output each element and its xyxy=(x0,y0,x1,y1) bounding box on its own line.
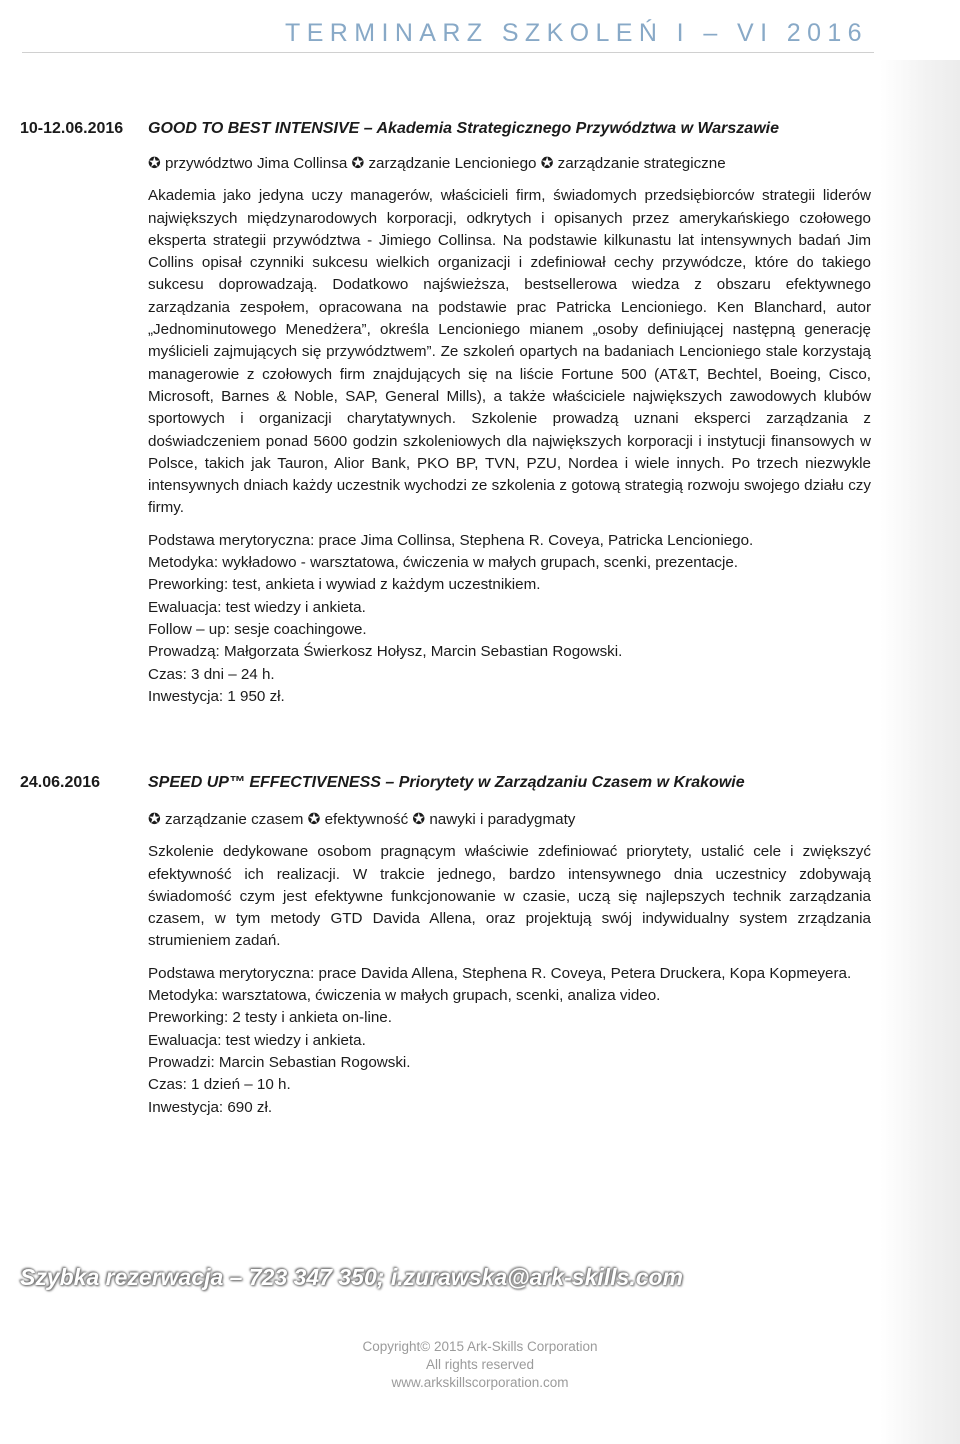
event-details xyxy=(148,963,871,1119)
page-title: TERMINARZ SZKOLEŃ I – VI 2016 xyxy=(285,18,868,47)
event-title: GOOD TO BEST INTENSIVE – Akademia Strategicznego Przywództwa w Warszawie xyxy=(148,120,779,137)
event-tag: ✪ zarządzanie strategiczne xyxy=(541,155,726,172)
event-detail-price: Inwestycja: 690 zł. xyxy=(148,1098,273,1116)
event-detail-price: Inwestycja: 1 950 zł. xyxy=(148,687,285,705)
event-tags xyxy=(148,809,871,831)
event-detail-method: Metodyka: wykładowo - warsztatowa, ćwiczenia w małych grupach, scenki, prezentacje. xyxy=(148,554,739,572)
event-date: 10-12.06.2016 xyxy=(20,120,124,137)
event-details xyxy=(148,530,871,708)
event-detail-basis: Podstawa merytoryczna: prace Davida Allena, Stephena R. Coveya, Petera Druckera, Kopa Kopmeyera. xyxy=(148,964,852,982)
footer xyxy=(0,1338,960,1392)
event-tags xyxy=(148,153,871,175)
event-detail-preworking: Preworking: 2 testy i ankieta on-line. xyxy=(148,1009,392,1027)
event-detail-preworking: Preworking: test, ankieta i wywiad z każdym uczestnikiem. xyxy=(148,576,541,594)
event-date: 24.06.2016 xyxy=(20,774,101,791)
event-tag: ✪ nawyki i paradygmaty xyxy=(412,811,575,828)
event-detail-evaluation: Ewaluacja: test wiedzy i ankieta. xyxy=(148,1031,366,1049)
event-body xyxy=(148,153,871,708)
event-tag: ✪ przywództwo Jima Collinsa xyxy=(148,155,347,172)
event-tag: ✪ efektywność xyxy=(308,811,409,828)
footer-website-link[interactable]: www.arkskillscorporation.com xyxy=(391,1375,569,1390)
title-divider xyxy=(22,52,874,53)
background-shape xyxy=(880,60,960,1444)
event-detail-method: Metodyka: warsztatowa, ćwiczenia w małych grupach, scenki, analiza video. xyxy=(148,987,661,1005)
event-detail-basis: Podstawa merytoryczna: prace Jima Collinsa, Stephena R. Coveya, Patricka Lencioniego. xyxy=(148,531,754,549)
event-tag: ✪ zarządzanie Lencioniego xyxy=(352,155,537,172)
footer-copyright: Copyright© 2015 Ark-Skills Corporation xyxy=(362,1339,598,1354)
event-title: SPEED UP™ EFFECTIVENESS – Priorytety w Zarządzaniu Czasem w Krakowie xyxy=(148,774,745,791)
event-tag: ✪ zarządzanie czasem xyxy=(148,811,303,828)
event-body xyxy=(148,809,871,1119)
event-description: Szkolenie dedykowane osobom pragnącym właściwie zdefiniować priorytety, ustalić cele i zwiększyć efektywność ich realizacji. W trakcie jednego, bardzo intensywnego dnia uczestnicy zdobywają świadomość czym jest efektywne funkcjonowanie w czasie, uczą się najlepszych technik zarządzania czasem, w tym metody GTD Davida Allena, oraz projektują swój indywidualny system zrządzania strumieniem zadań. xyxy=(148,843,871,950)
event-detail-evaluation: Ewaluacja: test wiedzy i ankieta. xyxy=(148,598,366,616)
footer-rights: All rights reserved xyxy=(425,1357,535,1372)
event-detail-trainers: Prowadzą: Małgorzata Świerkosz Hołysz, Marcin Sebastian Rogowski. xyxy=(148,643,623,661)
event-detail-duration: Czas: 1 dzień – 10 h. xyxy=(148,1076,291,1094)
event-detail-trainers: Prowadzi: Marcin Sebastian Rogowski. xyxy=(148,1053,411,1071)
event-detail-follow-up: Follow – up: sesje coachingowe. xyxy=(148,620,367,638)
event-detail-duration: Czas: 3 dni – 24 h. xyxy=(148,665,275,683)
event-description: Akademia jako jedyna uczy managerów, właścicieli firm, świadomych przedsiębiorców strategii liderów największych międzynarodowych korporacji, odkrytych i opisanych przez amerykańskiego czołowego eksperta strategii przywództwa - Jimiego Collinsa. Na podstawie kilkunastu lat intensywnych badań Jim Collins opisał czynniki sukcesu wielkich organizacji i zdefiniował cechy przywódcze, które do takiego sukcesu doprowadzają. Dodatkowo najświeższa, bestsellerowa wiedza z obszaru efektywnego zarządzania zespołem, opracowana na podstawie prac Patricka Lencioniego. Ken Blanchard, autor „Jednominutowego Menedżera”, określa Lencioniego mianem „osoby definiującej następną generację myślicieli zajmujących się przywództwem”. Ze szkoleń opartych na badaniach Lencioniego stale korzystają managerowie z czołowych firm znajdujących się na liście Fortune 500 (AT&T, Bechtel, Boeing, Cisco, Microsoft, Barnes & Noble, SAP, General Mills), a także właściciele największych zawodowych klubów sportowych i organizacji charytatywnych. Szkolenie prowadzą uznani eksperci zarządzania z doświadczeniem ponad 5600 godzin szkoleniowych dla największych korporacji i instytucji finansowych w Polsce, takich jak Tauron, Alior Bank, PKO BP, TVN, PZU, Nordea i wiele innych. Po trzech niezwykle intensywnych dniach każdy uczestnik wychodzi ze szkolenia z gotową strategią rozwoju swojego działu czy firmy. xyxy=(148,187,871,517)
quick-booking-banner: Szybka rezerwacja – 723 347 350; i.zurawska@ark-skills.com xyxy=(20,1264,684,1290)
